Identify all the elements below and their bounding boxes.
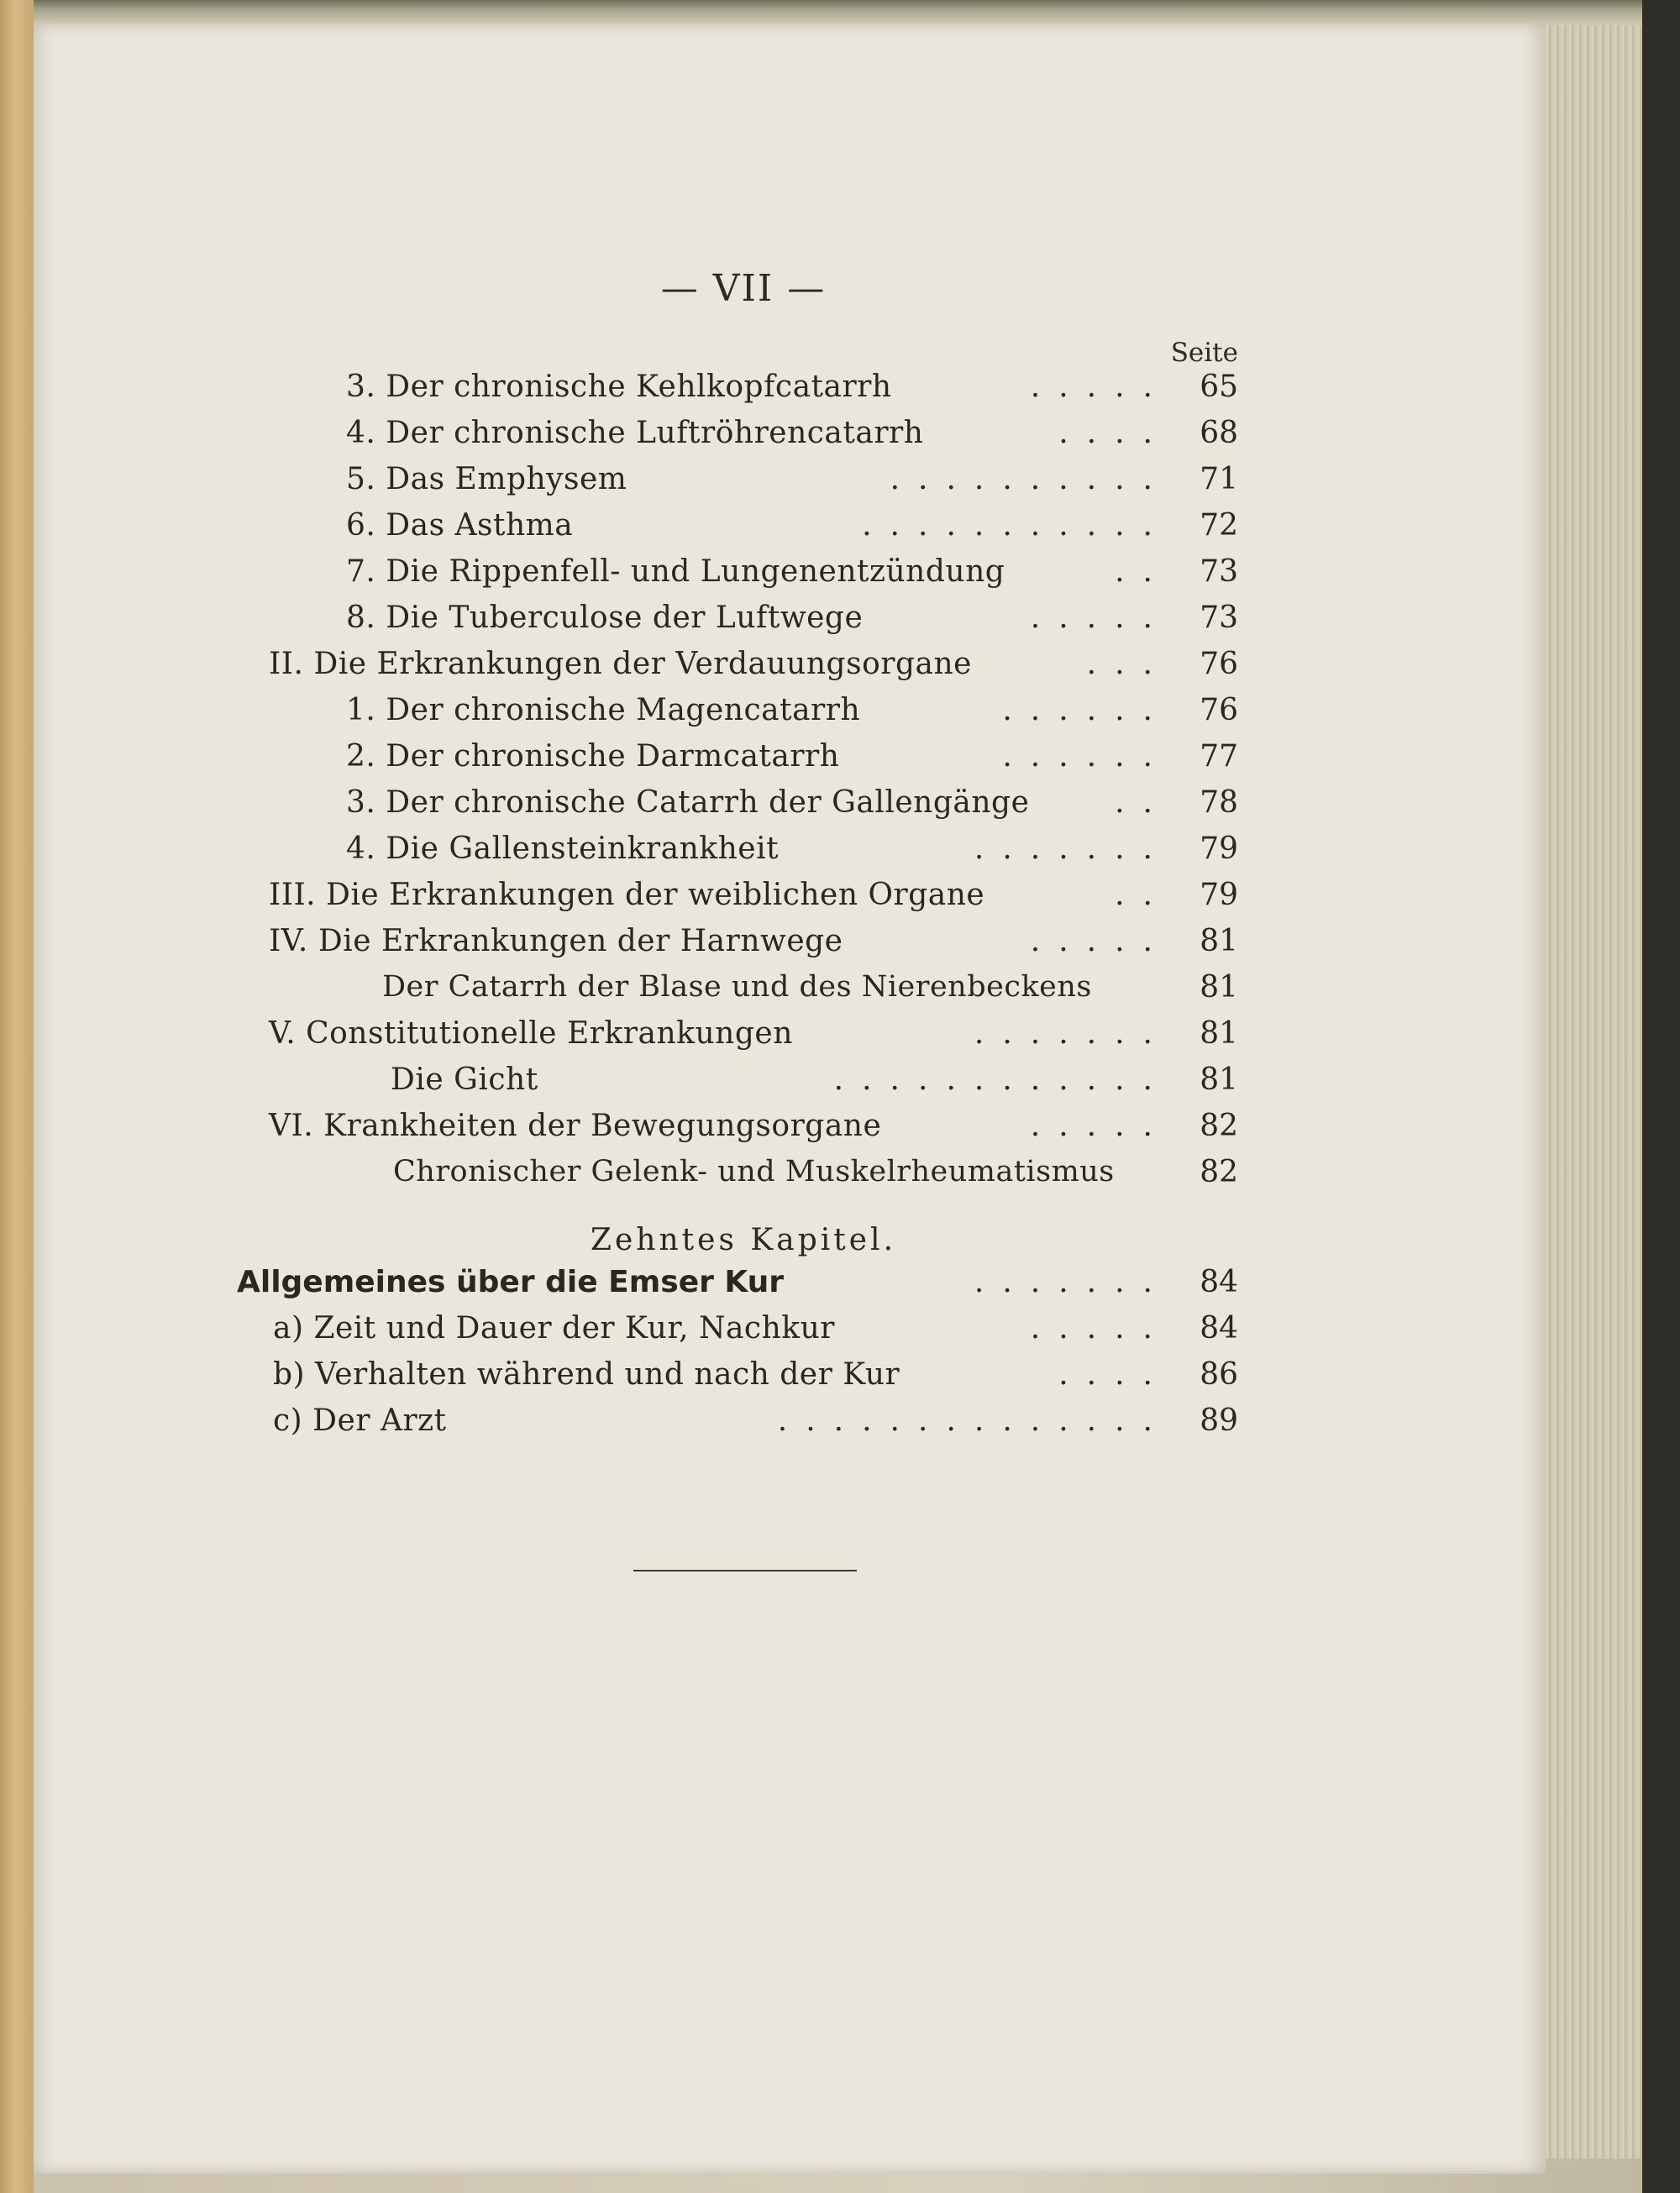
toc-entry-page: 89 [1200, 1403, 1238, 1438]
toc-entry-page: 84 [1200, 1311, 1238, 1346]
toc-entry-label: a) Zeit und Dauer der Kur, Nachkur [273, 1311, 835, 1346]
toc-entry-label: V. Constitutionelle Erkrankungen [269, 1016, 793, 1051]
book-page [34, 24, 1546, 2174]
toc-entry-dots: .. [1115, 878, 1171, 912]
page-edges [1537, 8, 1642, 2159]
toc-entry-dots: .. [1115, 554, 1171, 589]
toc-entry-dots: ........... [862, 508, 1171, 543]
toc-entry-page: 79 [1200, 878, 1238, 912]
chapter-heading-entry [237, 1265, 1238, 1312]
toc-entry [382, 970, 1238, 1017]
toc-entry-page: 77 [1200, 739, 1238, 774]
toc-entry [269, 924, 1238, 971]
toc-entry-page: 78 [1200, 785, 1238, 820]
toc-entry-label: Allgemeines über die Emser Kur [237, 1265, 785, 1299]
toc-entry-dots: ..... [1030, 924, 1171, 958]
toc-entry [393, 1155, 1238, 1202]
toc-entry [391, 1062, 1238, 1110]
toc-entry [346, 462, 1238, 509]
toc-entry-page: 68 [1200, 416, 1238, 450]
toc-entry [346, 693, 1238, 740]
toc-entry-label: 4. Die Gallensteinkrankheit [346, 832, 780, 866]
toc-entry-label: 5. Das Emphysem [346, 462, 627, 496]
toc-entry-dots: ..... [1030, 370, 1171, 404]
toc-entry-dots: ..... [1030, 1311, 1171, 1346]
toc-entry [346, 739, 1238, 786]
book-top-edge [34, 0, 1642, 25]
toc-entry-label: Die Gicht [391, 1062, 538, 1097]
toc-entry-page: 79 [1200, 832, 1238, 866]
toc-entry-label: 2. Der chronische Darmcatarrh [346, 739, 840, 774]
page-number-header: — VII — [660, 267, 827, 310]
toc-entry [269, 1016, 1238, 1063]
toc-entry-dots: .. [1115, 785, 1171, 820]
toc-entry [346, 370, 1238, 417]
toc-entry-label: 1. Der chronische Magencatarrh [346, 693, 861, 727]
toc-entry-label: III. Die Erkrankungen der weiblichen Organe [269, 878, 985, 912]
toc-entry-dots: ...... [1002, 693, 1171, 727]
toc-entry-label: 3. Der chronische Kehlkopfcatarrh [346, 370, 892, 404]
toc-entry-dots: ... [1086, 647, 1171, 681]
toc-entry-label: 6. Das Asthma [346, 508, 574, 543]
toc-entry-dots: ....... [974, 832, 1171, 866]
chapter-title: Zehntes Kapitel. [590, 1223, 897, 1257]
toc-entry-page: 84 [1200, 1265, 1238, 1299]
toc-entry [346, 601, 1238, 648]
toc-entry [273, 1311, 1238, 1358]
toc-entry [269, 1109, 1238, 1156]
toc-entry [346, 832, 1238, 879]
toc-entry-page: 81 [1200, 970, 1238, 1005]
toc-entry [273, 1357, 1238, 1404]
toc-entry-dots: ...... [1002, 739, 1171, 774]
toc-entry-page: 71 [1200, 462, 1238, 496]
toc-entry-page: 76 [1200, 693, 1238, 727]
toc-entry-dots: .... [1058, 1357, 1171, 1392]
toc-entry-label: VI. Krankheiten der Bewegungsorgane [269, 1109, 882, 1143]
toc-entry-dots: .............. [777, 1403, 1171, 1438]
toc-entry-page: 73 [1200, 554, 1238, 589]
toc-entry [346, 785, 1238, 832]
toc-entry [269, 878, 1238, 925]
toc-entry-label: 7. Die Rippenfell- und Lungenentzündung [346, 554, 1005, 589]
toc-entry [346, 508, 1238, 555]
toc-entry-dots: ............ [833, 1062, 1171, 1097]
toc-entry-dots: ..... [1030, 1109, 1171, 1143]
toc-entry-page: 81 [1200, 1062, 1238, 1097]
toc-entry-page: 82 [1200, 1155, 1238, 1189]
toc-entry-label: II. Die Erkrankungen der Verdauungsorgane [269, 647, 972, 681]
toc-entry-page: 86 [1200, 1357, 1238, 1392]
toc-entry-dots: ..... [1030, 601, 1171, 635]
toc-entry-dots: ....... [974, 1265, 1171, 1299]
toc-entry-label: 8. Die Tuberculose der Luftwege [346, 601, 864, 635]
toc-entry-dots: .... [1058, 416, 1171, 450]
toc-entry-page: 73 [1200, 601, 1238, 635]
toc-entry-dots: ....... [974, 1016, 1171, 1051]
toc-entry [346, 554, 1238, 601]
toc-entry-page: 82 [1200, 1109, 1238, 1143]
toc-entry-label: b) Verhalten während und nach der Kur [273, 1357, 900, 1392]
book-spine [0, 0, 34, 2193]
page-column-label: Seite [1170, 338, 1238, 368]
toc-entry-label: 3. Der chronische Catarrh der Gallengänge [346, 785, 1030, 820]
toc-entry-page: 72 [1200, 508, 1238, 543]
toc-entry [273, 1403, 1238, 1451]
toc-entry-page: 81 [1200, 1016, 1238, 1051]
table-of-contents [34, 24, 1546, 1535]
toc-entry [269, 647, 1238, 694]
toc-entry-label: Chronischer Gelenk- und Muskelrheumatismus [393, 1155, 1115, 1188]
toc-entry [346, 416, 1238, 463]
toc-entry-page: 65 [1200, 370, 1238, 404]
toc-entry-page: 81 [1200, 924, 1238, 958]
toc-entry-page: 76 [1200, 647, 1238, 681]
toc-entry-label: Der Catarrh der Blase und des Nierenbeckens [382, 970, 1092, 1004]
end-divider-rule [633, 1570, 857, 1571]
toc-entry-label: IV. Die Erkrankungen der Harnwege [269, 924, 843, 958]
toc-entry-dots: .......... [890, 462, 1171, 496]
toc-entry-label: c) Der Arzt [273, 1403, 447, 1438]
toc-entry-label: 4. Der chronische Luftröhrencatarrh [346, 416, 924, 450]
